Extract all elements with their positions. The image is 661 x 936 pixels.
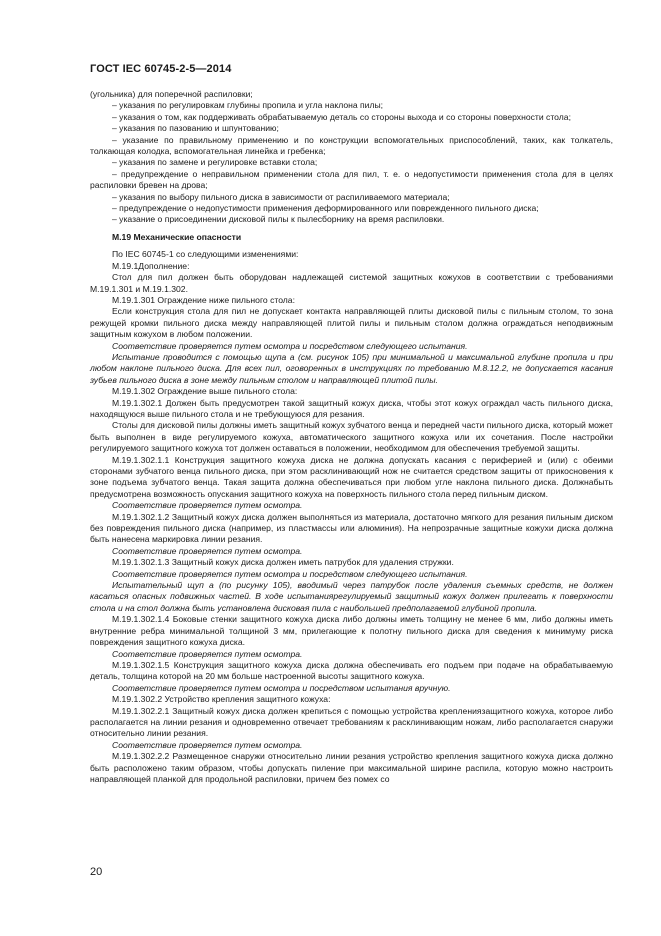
paragraph: Стол для пил должен быть оборудован надлежащей системой защитных кожухов в соответствии с требованиями М.19.1.301 и М.19.1.302. [90,272,613,294]
paragraph: М.19.1.302.1.5 Конструкция защитного кожуха диска должна обеспечивать его подъем при подаче на обрабатываемую деталь, толщина которой на 20 мм больше настроенной высоты защитного кожуха. [90,659,613,682]
paragraph: – предупреждение о недопустимости применения деформированного или поврежденного пильного диска; [112,203,539,214]
paragraph: М.19.1.301 Ограждение ниже пильного стола: [112,294,295,305]
paragraph: Испытательный щуп а (по рисунку 105), вводимый через патрубок после удаления съемных средств, не должен касаться опасных подвижных частей. В ходе испытаниярегулируемый защитный кожух должен прилегать к поверхности стола и на стол должна быть установлена дисковая пила с наибольшей предполагаемой глубиной пропила. [90,580,613,613]
paragraph: Соответствие проверяется путем осмотра. [112,500,303,511]
paragraph: Соответствие проверяется путем осмотра. [112,648,303,659]
paragraph: – указания по пазованию и шпунтованию; [112,123,279,134]
paragraph: М.19.1Дополнение: [112,260,190,271]
paragraph: Соответствие проверяется путем осмотра. [112,739,303,750]
paragraph: – указание по правильному применению и по конструкции вспомогательных приспособлений, таких, как толкатель, толкающая колодка, вспомогательная линейка и гребенка; [90,134,613,157]
paragraph: – указания по замене и регулировке вставки стола; [112,157,318,168]
paragraph: М.19.1.302.2.2 Размещенное снаружи относительно линии резания устройство крепления защитного кожуха диска должно быть расположено таким образом, чтобы допускать пиление при максимальной ширине распила, которую можно настроить направляющей планкой для продольной распиловки, причем без помех со [90,751,613,784]
paragraph: М.19.1.302.2 Устройство крепления защитного кожуха: [112,694,331,705]
paragraph: М.19.1.302 Ограждение выше пильного стола: [112,386,298,397]
paragraph: – указания по выбору пильного диска в зависимости от распиливаемого материала; [112,191,450,202]
paragraph: М.19.1.302.1.3 Защитный кожух диска должен иметь патрубок для удаления стружки. [112,557,454,568]
paragraph: Испытание проводится с помощью щупа а (см. рисунок 105) при минимальной и максимальной глубине пропила и при любом наклоне пильного диска. Для всех пил, оговоренных в инструкциях по требованию М.8.12.2, не допускается касания зубьев пильного диска в зоне между пильным столом и направляющей плитой пилы. [90,351,613,385]
paragraph: – указания о том, как поддерживать обрабатываемую деталь со стороны выхода и со стороны поверхности стола; [112,111,571,122]
paragraph: М.19.1.302.1.4 Боковые стенки защитного кожуха диска либо должны иметь толщину не менее 6 мм, либо должны иметь внутренние ребра минимальной толщиной 3 мм, прилегающие к полотну пильного диска для сведения к минимуму риска повреждения защитного кожуха диска. [90,614,613,648]
paragraph: Соответствие проверяется путем осмотра. [112,545,303,556]
paragraph: М.19.1.302.1.1 Конструкция защитного кожуха диска не должна допускать касания с периферией и (или) с обеими сторонами зубчатого венца пильного диска, при этом расклинивающий нож не считается средством защиты от прикосновения к зоне подъема зубчатого венца. Такая защита должна обеспечиваться при любом угле наклона пильного диска. Должнабыть предусмотрена возможность опускания защитного кожуха на поверхность пильного стола перед пильным диском. [90,454,613,499]
paragraph: – указание о присоединении дисковой пилы к пылесборнику на время распиловки. [112,214,445,225]
paragraph: Соответствие проверяется путем осмотра и посредством испытания вручную. [112,682,451,693]
paragraph: Соответствие проверяется путем осмотра и посредством следующего испытания. [112,340,468,351]
paragraph: М.19.1.302.2.1 Защитный кожух диска должен крепиться с помощью устройства креплениязащитного кожуха, которое либо располагается на линии резания и одновременно отвечает требованиям к расклинивающим ножам, либо располагается снаружи относительно линии резания. [90,705,613,739]
document-body [90,89,613,785]
paragraph: М.19.1.302.1.2 Защитный кожух диска должен выполняться из материала, достаточно мягкого для резания пильным диском без повреждения пильного диска (например, из пластмассы или алюминия). На непрозрачные защитные кожухи диска должна быть нанесена маркировка линии резания. [90,511,613,545]
paragraph: По IEC 60745-1 со следующими изменениями: [112,249,299,260]
page-number: 20 [90,866,103,878]
paragraph: М.19.1.302.1 Должен быть предусмотрен такой защитный кожух диска, чтобы этот кожух ограждал часть пильного диска, находящуюся выше пильного стола и не требующуюся для резания. [90,397,613,419]
paragraph: – указания по регулировкам глубины пропила и угла наклона пилы; [112,100,384,111]
paragraph: – предупреждение о неправильном применении стола для пил, т. е. о недопустимости применения стола для в целях распиловки бревен на дрова; [90,168,613,191]
paragraph: Столы для дисковой пилы должны иметь защитный кожух зубчатого венца и передней части пильного диска, который может быть выполнен в виде регулируемого кожуха, автоматического защитного кожуха или их сочетания. После настройки регулируемого защитного кожуха тот должен оставаться в положении, необходимом для обеспечения требуемой защиты. [90,420,613,454]
paragraph: Если конструкция стола для пил не допускает контакта направляющей плиты дисковой пилы с пильным столом, то зона режущей кромки пильного диска между направляющей плитой пилы и пильным столом должна ограждаться неподвижным защитным кожухом в любом положении. [90,306,613,340]
paragraph: Соответствие проверяется путем осмотра и посредством следующего испытания. [112,568,468,579]
document-header: ГОСТ IEC 60745-2-5—2014 [90,63,232,75]
section-heading: М.19 Механические опасности [112,231,242,242]
paragraph: (угольника) для поперечной распиловки; [90,89,253,99]
